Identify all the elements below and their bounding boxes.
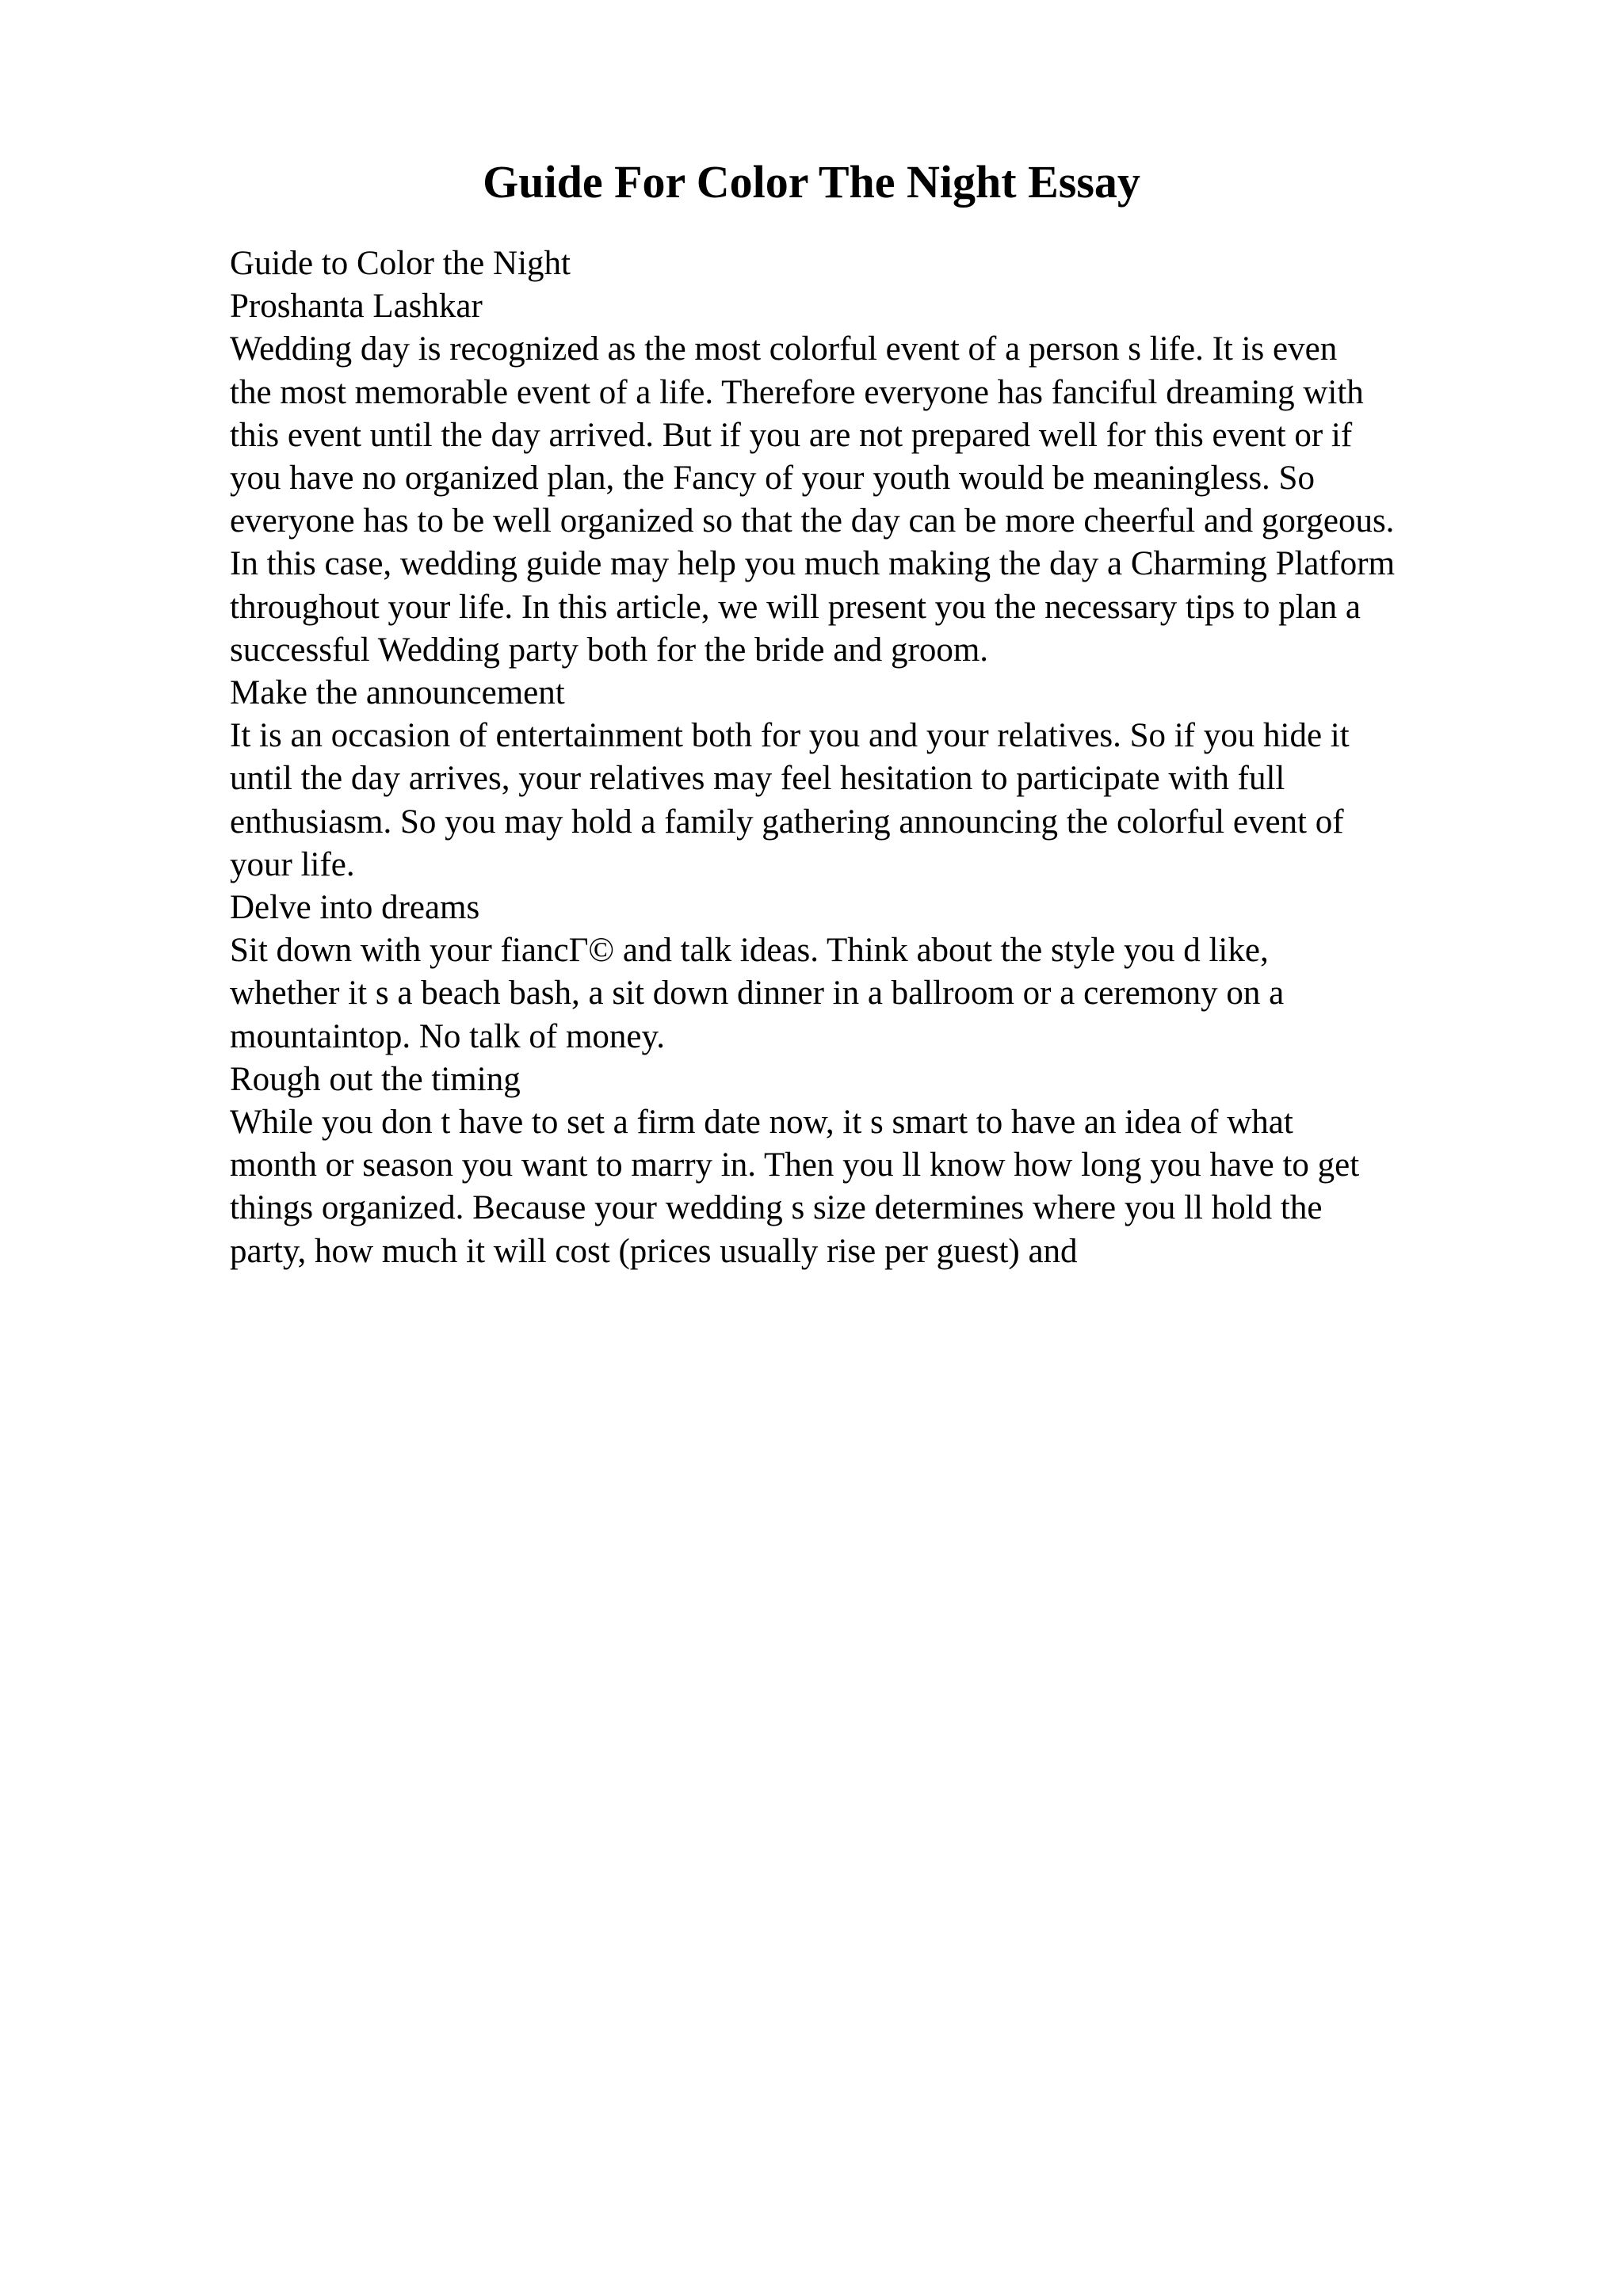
text-line: until the day arrives, your relatives may feel hesitation to participate with full — [230, 760, 1285, 798]
document-body — [230, 242, 1498, 1273]
text-line: While you don t have to set a firm date now, it s smart to have an idea of what — [230, 1104, 1293, 1142]
text-line: month or season you want to marry in. Then you ll know how long you have to get — [230, 1146, 1360, 1184]
section-heading: Delve into dreams — [230, 889, 480, 927]
text-line: mountaintop. No talk of money. — [230, 1017, 665, 1055]
text-line: whether it s a beach bash, a sit down dinner in a ballroom or a ceremony on a — [230, 974, 1285, 1013]
text-line: throughout your life. In this article, we will present you the necessary tips to plan a — [230, 588, 1361, 626]
text-line: successful Wedding party both for the bride and groom. — [230, 631, 989, 669]
text-line: this event until the day arrived. But if you are not prepared well for this event or if — [230, 416, 1353, 454]
text-line: everyone has to be well organized so that the day can be more cheerful and gorgeous. — [230, 502, 1395, 540]
text-line: you have no organized plan, the Fancy of your youth would be meaningless. So — [230, 460, 1315, 498]
text-line: Wedding day is recognized as the most colorful event of a person s life. It is even — [230, 330, 1338, 368]
text-line: your life. — [230, 845, 355, 883]
section-heading: Rough out the timing — [230, 1060, 521, 1098]
document-subtitle: Guide to Color the Night — [230, 245, 571, 282]
page-title: Guide For Color The Night Essay — [483, 156, 1140, 208]
text-line: the most memorable event of a life. Therefore everyone has fanciful dreaming with — [230, 373, 1364, 411]
text-line: It is an occasion of entertainment both for you and your relatives. So if you hide it — [230, 717, 1350, 755]
section-heading: Make the announcement — [230, 674, 565, 712]
text-line: things organized. Because your wedding s size determines where you ll hold the — [230, 1189, 1323, 1227]
text-line: enthusiasm. So you may hold a family gathering announcing the colorful event of — [230, 803, 1344, 841]
text-line: party, how much it will cost (prices usually rise per guest) and — [230, 1232, 1078, 1270]
text-line: Sit down with your fiancГ© and talk ideas. Think about the style you d like, — [230, 932, 1269, 970]
author-name: Proshanta Lashkar — [230, 288, 483, 326]
text-line: In this case, wedding guide may help you much making the day a Charming Platform — [230, 545, 1396, 583]
